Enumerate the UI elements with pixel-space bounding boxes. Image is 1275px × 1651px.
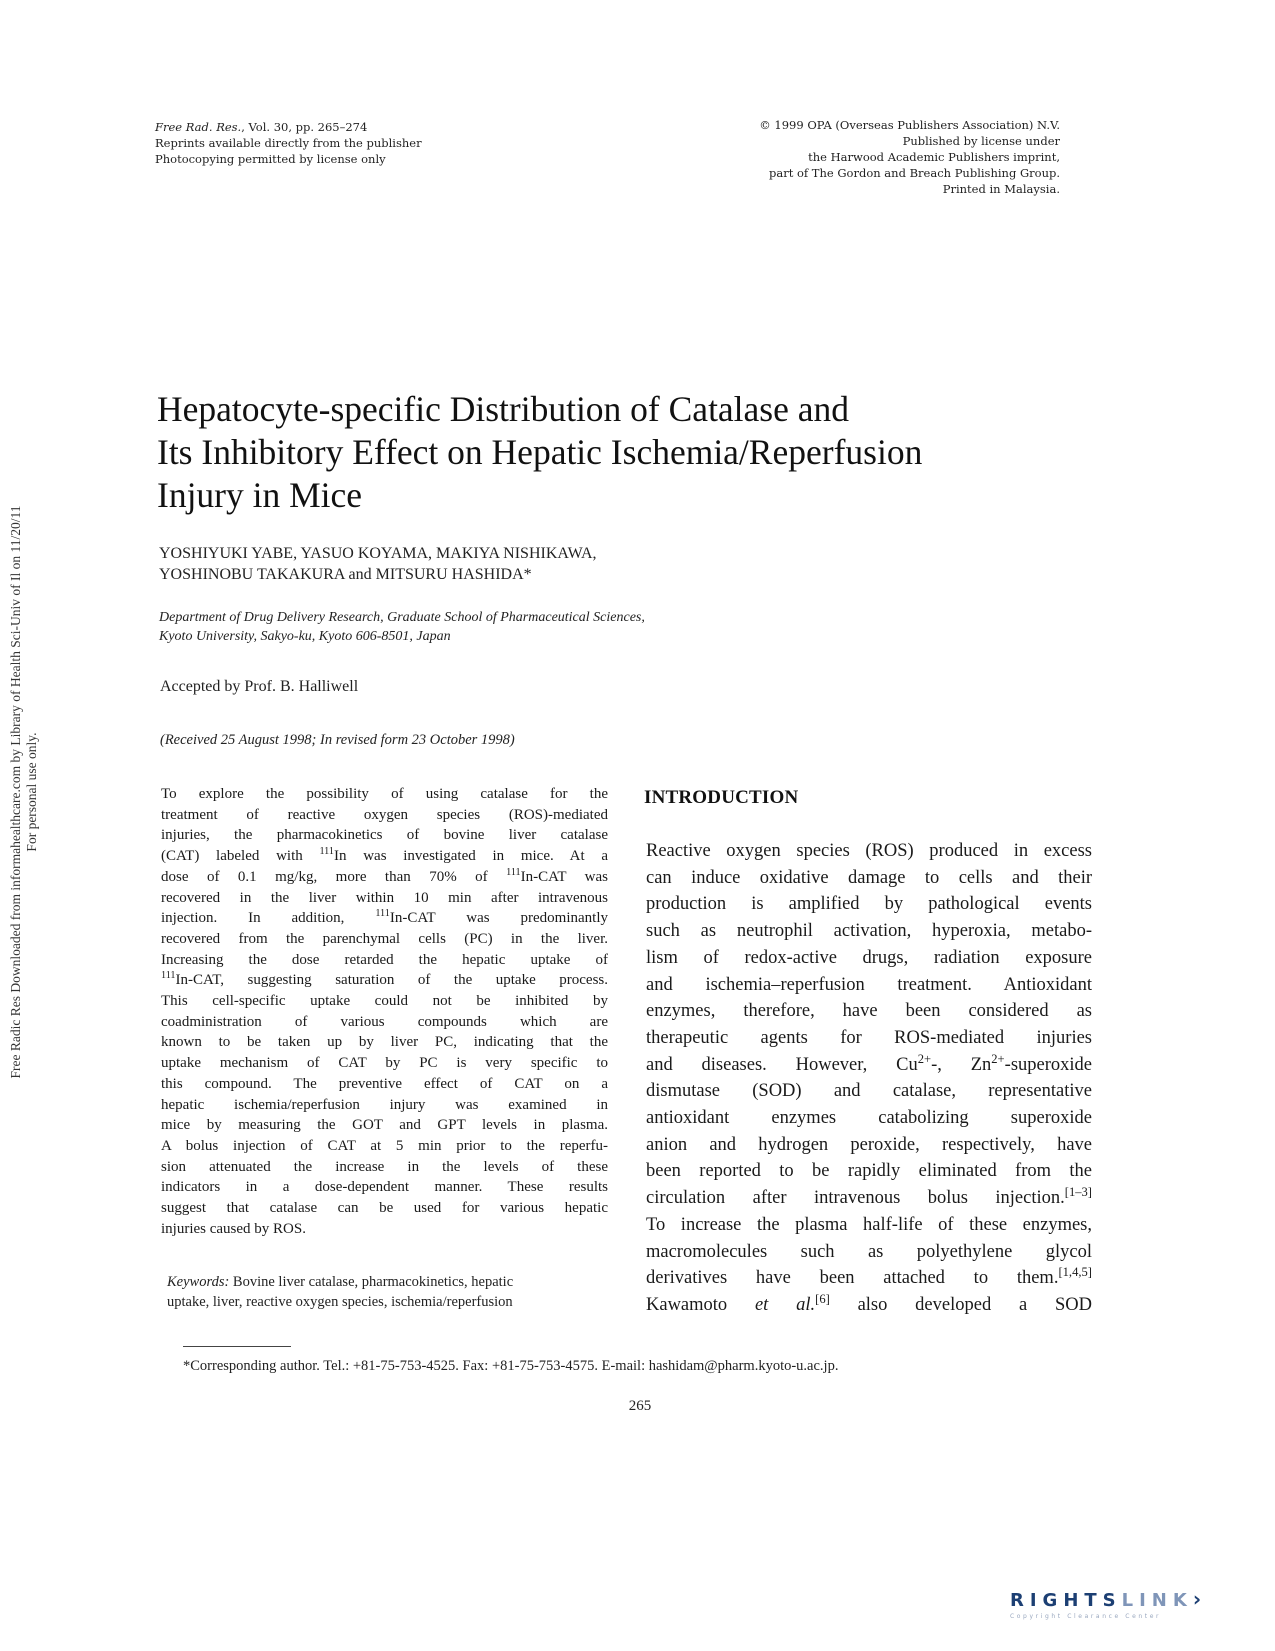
copyright-block [620,117,1060,197]
abstract-line: sion attenuated the increase in the levels of these [161,1158,608,1175]
intro-italic: et al. [754,1294,816,1315]
intro-line [646,1185,1092,1212]
intro-line [646,1052,1092,1079]
abstract-line: This cell-specific uptake could not be inhibited by [161,993,608,1010]
abstract-text: In-CAT was [520,868,608,885]
journal-citation [155,119,555,167]
printed-line: Printed in Malaysia. [942,182,1060,196]
citation-superscript: [1–3] [1064,1184,1092,1199]
intro-line: antioxidant enzymes catabolizing superoxide [646,1108,1092,1129]
rightslink-link: LINK [1121,1590,1193,1611]
intro-line: To increase the plasma half-life of these enzymes, [646,1214,1092,1235]
abstract-text: In-CAT was predominantly [389,910,608,927]
abstract-line: indicators in a dose-dependent manner. These results [161,1179,608,1196]
isotope-superscript: 111 [319,846,334,858]
intro-text: -superoxide [1004,1054,1092,1075]
introduction-body [646,838,1092,1319]
rightslink-arrow-icon: › [1192,1587,1202,1611]
abstract-line [161,908,608,929]
rightslink-logo[interactable] [1010,1588,1240,1628]
abstract-line [161,970,608,991]
group-line: part of The Gordon and Breach Publishing Group. [768,166,1060,180]
authors-line-1: YOSHIYUKI YABE, YASUO KOYAMA, MAKIYA NISHIKAWA, [159,545,597,562]
reprints-note: Reprints available directly from the publisher [155,136,422,150]
intro-line: can induce oxidative damage to cells and their [646,867,1092,888]
download-notice: Free Radic Res Downloaded from informahealthcare.com by Library of Health Sci-Univ of Il on 11/20/11 [8,505,23,1079]
imprint-line: the Harwood Academic Publishers imprint, [808,150,1060,164]
intro-line: been reported to be rapidly eliminated from the [646,1161,1092,1182]
charge-superscript: 2+ [991,1051,1005,1066]
intro-line: and ischemia–reperfusion treatment. Antioxidant [646,974,1092,995]
license-line: Published by license under [902,134,1060,148]
paper-title [157,388,1057,517]
title-line-3: Injury in Mice [157,475,363,515]
citation-superscript: [6] [815,1291,830,1306]
intro-text: circulation after intravenous bolus injection. [646,1188,1065,1209]
keywords-text: Bovine liver catalase, pharmacokinetics, hepatic [229,1274,514,1290]
intro-line: macromolecules such as polyethylene glycol [646,1241,1092,1262]
abstract-line: hepatic ischemia/reperfusion injury was examined in [161,1096,608,1113]
intro-line: anion and hydrogen peroxide, respectively, have [646,1134,1092,1155]
title-line-1: Hepatocyte-specific Distribution of Catalase and [157,389,850,429]
abstract-line [161,846,608,867]
photocopy-note: Photocopying permitted by license only [155,152,386,166]
rightslink-subtitle: Copyright Clearance Center [1010,1613,1162,1620]
intro-line: production is amplified by pathological events [646,894,1092,915]
isotope-superscript: 111 [161,970,176,982]
abstract-text: injection. In addition, [161,910,376,927]
abstract-line: recovered from the parenchymal cells (PC) in the liver. [161,930,608,947]
introduction-heading: INTRODUCTION [644,787,799,808]
isotope-superscript: 111 [506,866,521,878]
rightslink-rights: RIGHTS [1010,1590,1122,1611]
abstract-line: A bolus injection of CAT at 5 min prior to the reperfu- [161,1137,608,1154]
intro-line [646,1265,1092,1292]
intro-text: derivatives have been attached to them. [646,1268,1059,1289]
footnote-rule [183,1346,291,1347]
citation-superscript: [1,4,5] [1058,1265,1092,1280]
corresponding-author-footnote: *Corresponding author. Tel.: +81-75-753-4525. Fax: +81-75-753-4575. E-mail: hashidam@pharm.kyoto-u.ac.jp. [183,1358,839,1374]
intro-line: enzymes, therefore, have been considered as [646,1001,1092,1022]
keywords-label: Keywords: [167,1274,230,1290]
journal-volume: , Vol. 30, pp. 265–274 [241,120,368,134]
title-line-2: Its Inhibitory Effect on Hepatic Ischemia/Reperfusion [157,432,923,472]
charge-superscript: 2+ [917,1051,932,1066]
abstract-text: In was investigated in mice. At a [334,848,609,865]
keywords [167,1272,609,1312]
author-list [159,543,859,585]
abstract-line: injuries caused by ROS. [161,1220,306,1237]
page-number: 265 [628,1398,652,1414]
abstract-text: (CAT) labeled with [161,848,320,865]
affiliation [159,608,939,646]
authors-line-2: YOSHINOBU TAKAKURA and MITSURU HASHIDA* [159,566,532,583]
isotope-superscript: 111 [375,908,390,920]
abstract-text: In-CAT, suggesting saturation of the uptake process. [175,972,608,989]
abstract-line: To explore the possibility of using catalase for the [161,786,608,802]
abstract-line: known to be taken up by liver PC, indicating that the [161,1034,608,1051]
abstract-line: coadministration of various compounds which are [161,1013,608,1030]
download-watermark [0,0,48,1651]
abstract-line: injuries, the pharmacokinetics of bovine liver catalase [161,827,608,844]
abstract-line: recovered in the liver within 10 min after intravenous [161,889,608,906]
accepted-by: Accepted by Prof. B. Halliwell [160,678,359,695]
abstract-line: mice by measuring the GOT and GPT levels in plasma. [161,1117,608,1134]
copyright-line: © 1999 OPA (Overseas Publishers Association) N.V. [759,118,1060,132]
abstract-line: uptake mechanism of CAT by PC is very specific to [161,1055,608,1072]
abstract-line: treatment of reactive oxygen species (ROS)-mediated [161,806,608,823]
abstract-line: suggest that catalase can be used for various hepatic [161,1200,608,1217]
intro-line: dismutase (SOD) and catalase, representative [646,1081,1092,1102]
intro-line [646,1292,1092,1319]
intro-line: such as neutrophil activation, hyperoxia, metabo- [646,921,1092,942]
abstract-line: this compound. The preventive effect of CAT on a [161,1075,608,1092]
abstract-text: dose of 0.1 mg/kg, more than 70% of [161,868,507,885]
intro-text: and diseases. However, Cu [646,1054,918,1075]
affiliation-line-2: Kyoto University, Sakyo-ku, Kyoto 606-8501, Japan [159,629,451,644]
intro-line: lism of redox-active drugs, radiation exposure [646,947,1092,968]
received-dates: (Received 25 August 1998; In revised form 23 October 1998) [160,732,515,748]
keywords-text: uptake, liver, reactive oxygen species, ischemia/reperfusion [167,1294,513,1310]
intro-text: -, Zn [931,1054,992,1075]
intro-line: Reactive oxygen species (ROS) produced in excess [646,841,1092,861]
journal-name: Free Rad. Res. [155,120,242,134]
abstract [161,784,608,1239]
intro-text: also developed a SOD [829,1294,1092,1315]
abstract-line: Increasing the dose retarded the hepatic uptake of [161,951,608,968]
abstract-line [161,867,608,888]
affiliation-line-1: Department of Drug Delivery Research, Graduate School of Pharmaceutical Sciences, [159,610,645,625]
intro-line: therapeutic agents for ROS-mediated injuries [646,1027,1092,1048]
personal-use-notice: For personal use only. [24,732,39,852]
intro-text: Kawamoto [646,1294,755,1315]
